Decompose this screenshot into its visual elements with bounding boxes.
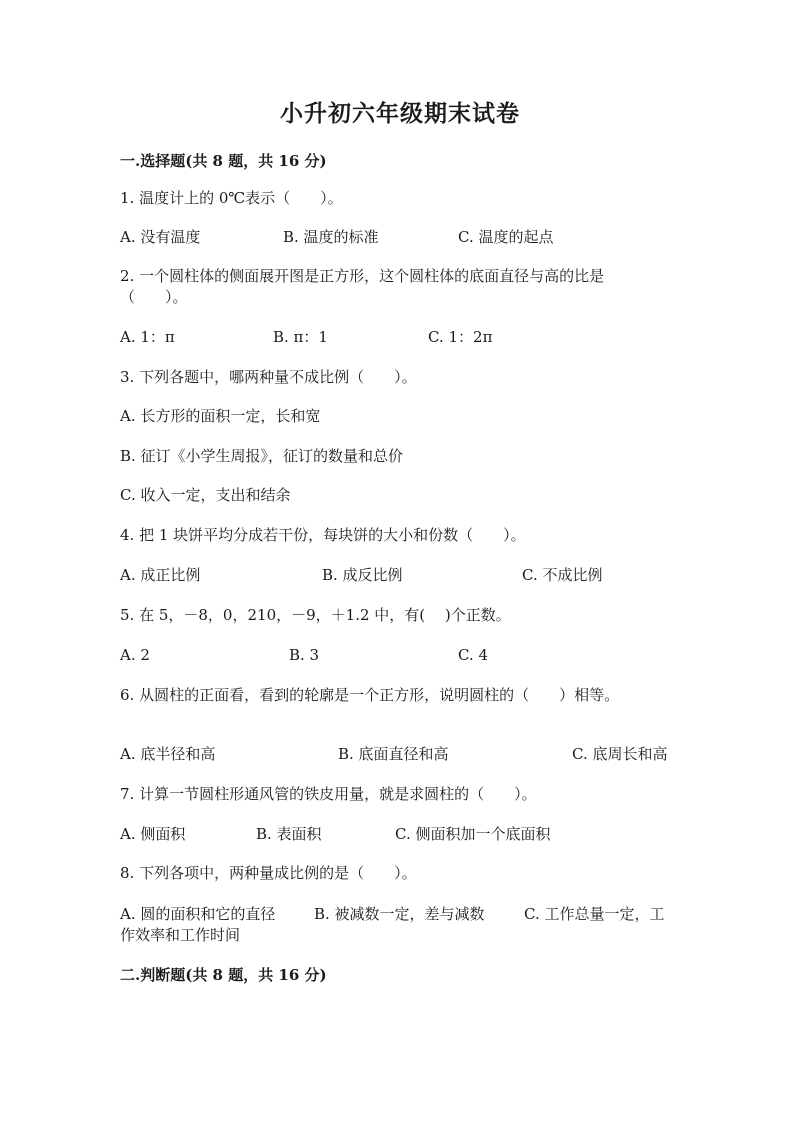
question-3-option-b[interactable]: B. 征订《小学生周报》，征订的数量和总价 bbox=[120, 447, 404, 465]
question-4-option-a[interactable]: A. 成正比例 bbox=[120, 566, 201, 584]
question-4-stem: 4. 把 1 块饼平均分成若干份，每块饼的大小和份数（ ）。 bbox=[120, 526, 526, 544]
question-8-stem: 8. 下列各项中，两种量成比例的是（ ）。 bbox=[120, 864, 417, 882]
question-2-option-c[interactable]: C. 1：2π bbox=[428, 328, 493, 346]
section-heading-choice: 一.选择题(共 8 题，共 16 分) bbox=[120, 152, 327, 170]
page-title: 小升初六年级期末试卷 bbox=[280, 100, 520, 127]
question-3-option-c[interactable]: C. 收入一定，支出和结余 bbox=[120, 486, 291, 504]
question-8-option-b[interactable]: B. 被减数一定，差与减数 bbox=[314, 905, 485, 923]
question-1-option-b[interactable]: B. 温度的标准 bbox=[283, 228, 379, 246]
question-6-option-a[interactable]: A. 底半径和高 bbox=[120, 745, 216, 763]
question-2-stem: 2. 一个圆柱体的侧面展开图是正方形，这个圆柱体的底面直径与高的比是（ ）。 bbox=[120, 267, 605, 306]
question-3-option-a[interactable]: A. 长方形的面积一定，长和宽 bbox=[120, 407, 321, 425]
question-5-option-b[interactable]: B. 3 bbox=[289, 646, 320, 664]
question-4-option-c[interactable]: C. 不成比例 bbox=[522, 566, 603, 584]
question-2-option-b[interactable]: B. π：1 bbox=[273, 328, 328, 346]
question-7-option-a[interactable]: A. 侧面积 bbox=[120, 825, 186, 843]
question-1-stem: 1. 温度计上的 0℃表示（ ）。 bbox=[120, 189, 343, 207]
question-1-option-a[interactable]: A. 没有温度 bbox=[120, 228, 201, 246]
question-5-stem: 5. 在 5，－8，0，210，－9，＋1.2 中，有( )个正数。 bbox=[120, 606, 511, 624]
question-6-option-c[interactable]: C. 底周长和高 bbox=[572, 745, 668, 763]
question-2-option-a[interactable]: A. 1：π bbox=[120, 328, 175, 346]
question-5-option-a[interactable]: A. 2 bbox=[120, 646, 150, 664]
question-8-option-a[interactable]: A. 圆的面积和它的直径 bbox=[120, 905, 276, 923]
question-6-option-b[interactable]: B. 底面直径和高 bbox=[338, 745, 449, 763]
question-5-option-c[interactable]: C. 4 bbox=[458, 646, 489, 664]
section-heading-judgement: 二.判断题(共 8 题，共 16 分) bbox=[120, 966, 327, 984]
question-7-option-c[interactable]: C. 侧面积加一个底面积 bbox=[395, 825, 551, 843]
question-7-stem: 7. 计算一节圆柱形通风管的铁皮用量，就是求圆柱的（ ）。 bbox=[120, 785, 537, 803]
question-7-option-b[interactable]: B. 表面积 bbox=[256, 825, 322, 843]
question-6-stem: 6. 从圆柱的正面看，看到的轮廓是一个正方形，说明圆柱的（ ）相等。 bbox=[120, 686, 620, 704]
question-1-option-c[interactable]: C. 温度的起点 bbox=[458, 228, 554, 246]
question-4-option-b[interactable]: B. 成反比例 bbox=[322, 566, 403, 584]
question-8-option-c[interactable]: C. 工作总量一定，工作效率和工作时间 bbox=[120, 905, 665, 944]
question-3-stem: 3. 下列各题中，哪两种量不成比例（ ）。 bbox=[120, 368, 417, 386]
